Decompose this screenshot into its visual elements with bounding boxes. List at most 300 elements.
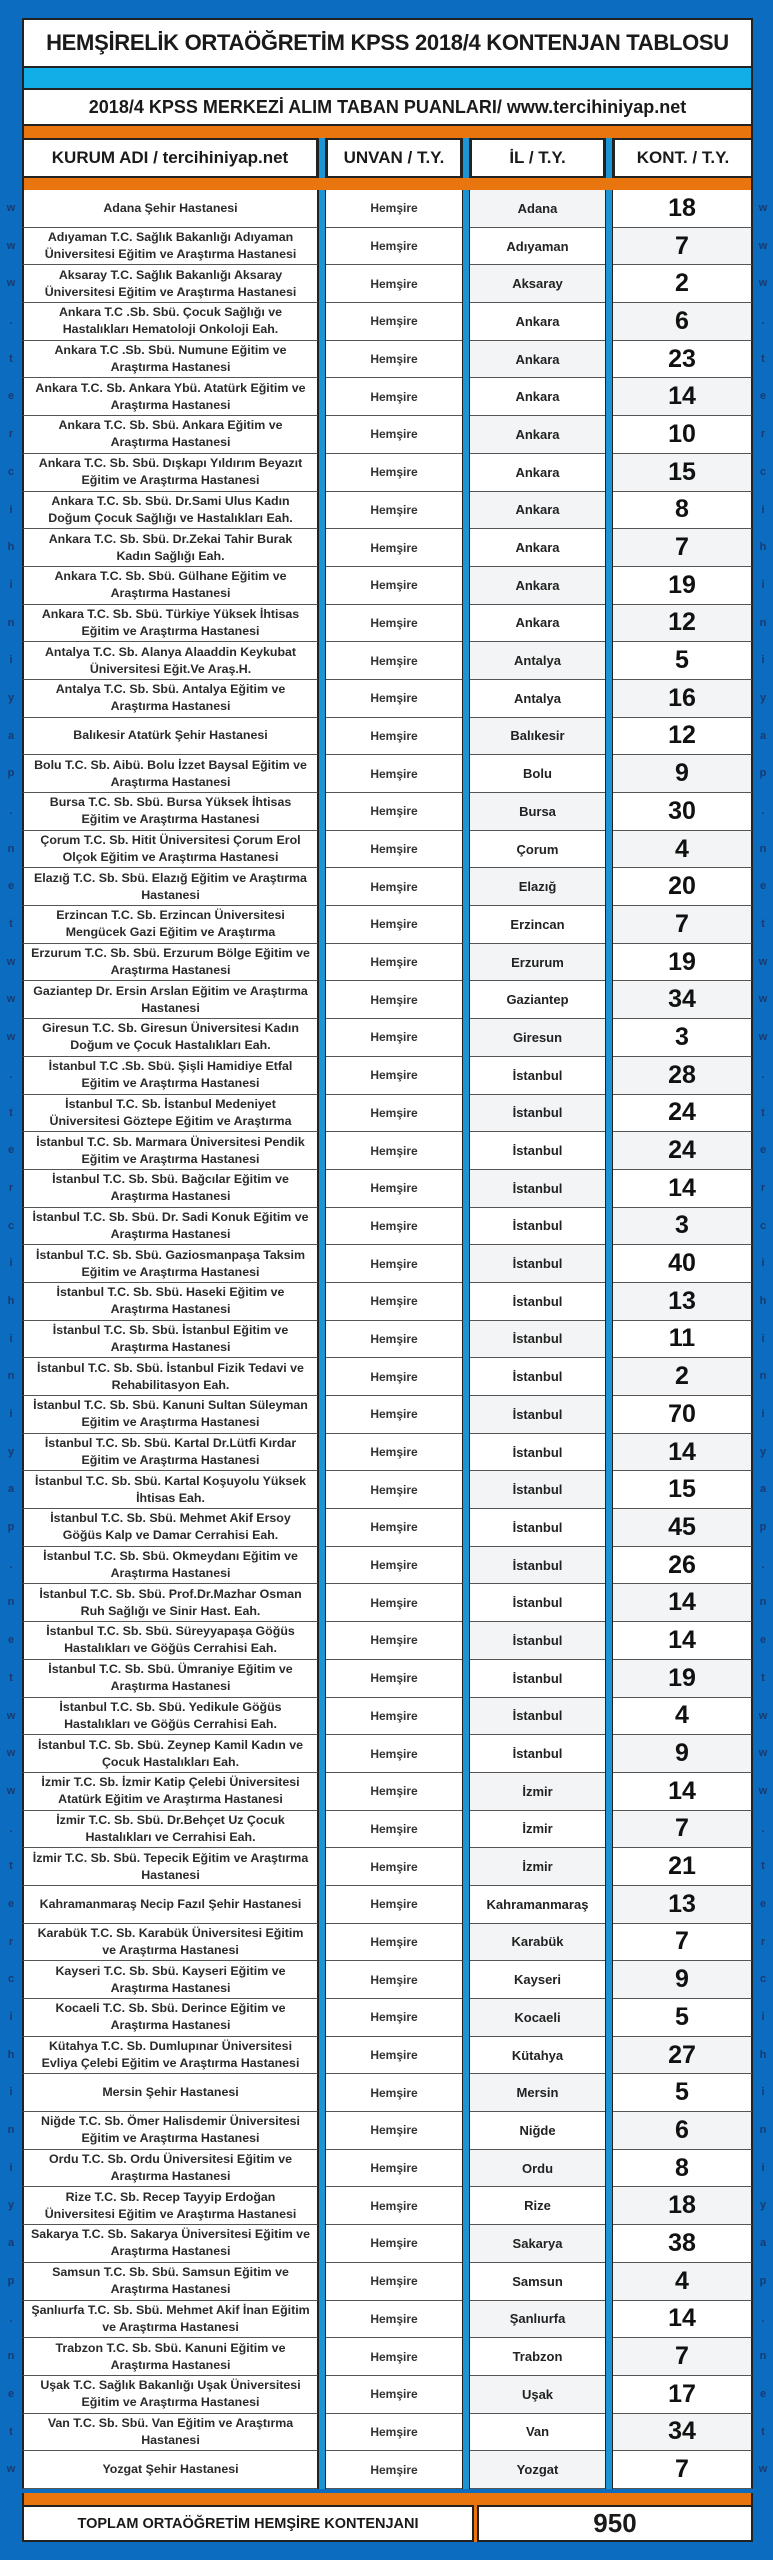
column-separator: [318, 492, 326, 530]
watermark-letter: i: [9, 503, 13, 516]
cell-il: Trabzon: [470, 2338, 605, 2376]
watermark-letter: .: [761, 1068, 765, 1081]
cell-il: Ankara: [470, 605, 605, 643]
cell-unvan: Hemşire: [326, 1735, 462, 1773]
watermark-letter: .: [9, 1068, 13, 1081]
watermark-letter: n: [7, 2124, 15, 2137]
watermark-letter: w: [758, 1747, 768, 1760]
cell-unvan: Hemşire: [326, 190, 462, 228]
column-separator: [605, 718, 613, 756]
watermark-letter: w: [758, 277, 768, 290]
table-row: [22, 2225, 753, 2263]
cell-il: İstanbul: [470, 1095, 605, 1133]
cell-unvan: Hemşire: [326, 2414, 462, 2452]
cell-il: Kütahya: [470, 2037, 605, 2075]
table-row: [22, 2187, 753, 2225]
cell-kurum: Kahramanmaraş Necip Fazıl Şehir Hastanesi: [22, 1886, 318, 1924]
cell-kont: 14: [613, 1584, 753, 1622]
cell-il: Karabük: [470, 1924, 605, 1962]
column-separator: [605, 567, 613, 605]
column-separator: [605, 906, 613, 944]
cell-kurum: Adıyaman T.C. Sağlık Bakanlığı Adıyaman Üniversitesi Eğitim ve Araştırma Hastanesi: [22, 228, 318, 266]
column-separator: [462, 718, 470, 756]
cell-unvan: Hemşire: [326, 1170, 462, 1208]
column-separator: [318, 303, 326, 341]
table-row: [22, 1019, 753, 1057]
cell-unvan: Hemşire: [326, 2338, 462, 2376]
watermark-letter: w: [758, 1031, 768, 1044]
cell-kont: 10: [613, 416, 753, 454]
watermark-letter: w: [758, 955, 768, 968]
column-separator: [605, 793, 613, 831]
cell-il: İzmir: [470, 1811, 605, 1849]
orange-divider: [22, 126, 753, 138]
cell-kont: 34: [613, 2414, 753, 2452]
watermark-letter: n: [7, 842, 15, 855]
column-separator: [318, 906, 326, 944]
watermark-letter: w: [6, 2463, 16, 2476]
column-separator: [462, 1961, 470, 1999]
table-row: [22, 378, 753, 416]
table-row: [22, 1961, 753, 1999]
cell-il: İstanbul: [470, 1471, 605, 1509]
column-separator: [462, 1584, 470, 1622]
column-separator: [318, 2376, 326, 2414]
column-separator: [605, 2338, 613, 2376]
cell-unvan: Hemşire: [326, 1698, 462, 1736]
column-separator: [462, 1019, 470, 1057]
cell-il: Mersin: [470, 2074, 605, 2112]
cell-kont: 24: [613, 1132, 753, 1170]
cell-unvan: Hemşire: [326, 755, 462, 793]
cell-kurum: Yozgat Şehir Hastanesi: [22, 2451, 318, 2489]
column-separator: [318, 1961, 326, 1999]
column-separator: [605, 1886, 613, 1924]
table-row: [22, 944, 753, 982]
column-separator: [605, 1396, 613, 1434]
cell-unvan: Hemşire: [326, 1811, 462, 1849]
cell-kurum: İstanbul T.C. Sb. Sbü. Kartal Dr.Lütfi Kırdar Eğitim ve Araştırma Hastanesi: [22, 1434, 318, 1472]
column-separator: [462, 2225, 470, 2263]
column-separator: [605, 1811, 613, 1849]
column-separator: [462, 1735, 470, 1773]
cell-kont: 9: [613, 1735, 753, 1773]
cell-kurum: Ankara T.C. Sb. Sbü. Dr.Zekai Tahir Burak Kadın Sağlığı Eah.: [22, 529, 318, 567]
table-row: [22, 755, 753, 793]
cell-unvan: Hemşire: [326, 1886, 462, 1924]
cell-kont: 5: [613, 1999, 753, 2037]
watermark-letter: i: [9, 578, 13, 591]
column-separator: [462, 2451, 470, 2489]
cell-kont: 3: [613, 1019, 753, 1057]
cell-unvan: Hemşire: [326, 341, 462, 379]
cell-il: İstanbul: [470, 1509, 605, 1547]
cell-kurum: İstanbul T.C. Sb. Sbü. Yedikule Göğüs Hastalıkları ve Göğüs Cerrahisi Eah.: [22, 1698, 318, 1736]
column-separator: [318, 265, 326, 303]
column-separator: [605, 981, 613, 1019]
column-separator: [318, 831, 326, 869]
column-separator: [318, 529, 326, 567]
cell-kont: 5: [613, 642, 753, 680]
cell-kont: 6: [613, 303, 753, 341]
cell-unvan: Hemşire: [326, 1396, 462, 1434]
cell-il: İstanbul: [470, 1396, 605, 1434]
total-value: 950: [477, 2505, 753, 2542]
cell-il: Ordu: [470, 2150, 605, 2188]
cell-unvan: Hemşire: [326, 944, 462, 982]
cell-il: Sakarya: [470, 2225, 605, 2263]
column-separator: [605, 1999, 613, 2037]
column-separator: [462, 1886, 470, 1924]
cell-unvan: Hemşire: [326, 2451, 462, 2489]
watermark-letter: e: [759, 1144, 767, 1157]
column-separator: [318, 2414, 326, 2452]
cell-il: Niğde: [470, 2112, 605, 2150]
cell-kont: 23: [613, 341, 753, 379]
table-row: [22, 265, 753, 303]
watermark-letter: .: [9, 1822, 13, 1835]
column-separator: [318, 1471, 326, 1509]
watermark-letter: a: [7, 2237, 15, 2250]
watermark-letter: r: [8, 428, 14, 441]
cell-kont: 5: [613, 2074, 753, 2112]
column-separator: [462, 1622, 470, 1660]
column-separator: [605, 2150, 613, 2188]
watermark-letter: w: [758, 1784, 768, 1797]
watermark-letter: .: [761, 1558, 765, 1571]
cell-kont: 7: [613, 906, 753, 944]
cell-il: Samsun: [470, 2263, 605, 2301]
cell-kurum: İzmir T.C. Sb. Sbü. Tepecik Eğitim ve Araştırma Hastanesi: [22, 1848, 318, 1886]
table-row: [22, 2338, 753, 2376]
cell-il: Gaziantep: [470, 981, 605, 1019]
table-row: [22, 1924, 753, 1962]
watermark-letter: w: [6, 1709, 16, 1722]
cell-kont: 18: [613, 2187, 753, 2225]
cell-unvan: Hemşire: [326, 1434, 462, 1472]
cell-kurum: Rize T.C. Sb. Recep Tayyip Erdoğan Üniversitesi Eğitim ve Araştırma Hastanesi: [22, 2187, 318, 2225]
column-separator: [318, 1811, 326, 1849]
watermark-letter: t: [761, 1671, 765, 1684]
cell-unvan: Hemşire: [326, 1547, 462, 1585]
cell-kont: 30: [613, 793, 753, 831]
column-separator: [462, 1358, 470, 1396]
watermark-letter: i: [9, 1257, 13, 1270]
column-separator: [462, 981, 470, 1019]
watermark-letter: a: [759, 2237, 767, 2250]
column-separator: [318, 2451, 326, 2489]
column-separator: [462, 2112, 470, 2150]
cell-kurum: Niğde T.C. Sb. Ömer Halisdemir Üniversitesi Eğitim ve Araştırma Hastanesi: [22, 2112, 318, 2150]
cell-kont: 15: [613, 1471, 753, 1509]
column-separator: [318, 1698, 326, 1736]
column-separator: [605, 1622, 613, 1660]
column-separator: [318, 981, 326, 1019]
column-separator: [318, 1396, 326, 1434]
cell-unvan: Hemşire: [326, 378, 462, 416]
cell-kont: 14: [613, 1773, 753, 1811]
watermark-letter: a: [759, 729, 767, 742]
cell-kont: 17: [613, 2376, 753, 2414]
cell-il: Giresun: [470, 1019, 605, 1057]
column-separator: [462, 605, 470, 643]
column-separator: [462, 680, 470, 718]
cell-kont: 14: [613, 1170, 753, 1208]
watermark-letter: r: [760, 1181, 766, 1194]
watermark-letter: i: [9, 2161, 13, 2174]
cell-unvan: Hemşire: [326, 1471, 462, 1509]
cell-unvan: Hemşire: [326, 529, 462, 567]
column-separator: [462, 868, 470, 906]
table-row: [22, 793, 753, 831]
cell-kurum: Trabzon T.C. Sb. Sbü. Kanuni Eğitim ve Araştırma Hastanesi: [22, 2338, 318, 2376]
cell-kurum: Giresun T.C. Sb. Giresun Üniversitesi Kadın Doğum ve Çocuk Hastalıkları Eah.: [22, 1019, 318, 1057]
cell-kont: 3: [613, 1208, 753, 1246]
table-row: [22, 492, 753, 530]
table-row: [22, 1283, 753, 1321]
header-kont: KONT. / T.Y.: [613, 138, 753, 178]
watermark-letter: n: [759, 1370, 767, 1383]
cell-kurum: Balıkesir Atatürk Şehir Hastanesi: [22, 718, 318, 756]
watermark-letter: c: [7, 1973, 15, 1986]
cell-kont: 45: [613, 1509, 753, 1547]
cell-unvan: Hemşire: [326, 567, 462, 605]
column-separator: [318, 2187, 326, 2225]
cell-unvan: Hemşire: [326, 1095, 462, 1133]
cell-kurum: İstanbul T.C. Sb. Sbü. Gaziosmanpaşa Taksim Eğitim ve Araştırma Hastanesi: [22, 1245, 318, 1283]
column-separator: [462, 1283, 470, 1321]
watermark-letter: c: [759, 465, 767, 478]
watermark-letter: n: [7, 1370, 15, 1383]
cell-kont: 8: [613, 492, 753, 530]
column-separator: [318, 2150, 326, 2188]
column-separator: [462, 529, 470, 567]
orange-divider: [22, 2493, 753, 2505]
cell-kurum: İstanbul T.C. Sb. Sbü. Okmeydanı Eğitim ve Araştırma Hastanesi: [22, 1547, 318, 1585]
watermark-letter: y: [759, 2199, 767, 2212]
column-separator: [462, 1245, 470, 1283]
column-separator: [605, 1471, 613, 1509]
column-separator: [318, 1321, 326, 1359]
watermark-letter: t: [9, 2425, 13, 2438]
table-row: [22, 1208, 753, 1246]
watermark-letter: e: [7, 2387, 15, 2400]
column-separator: [605, 492, 613, 530]
column-separator: [318, 868, 326, 906]
column-separator: [462, 190, 470, 228]
cell-kont: 19: [613, 944, 753, 982]
total-label: TOPLAM ORTAÖĞRETİM HEMŞİRE KONTENJANI: [22, 2505, 474, 2542]
column-separator: [462, 906, 470, 944]
column-separator: [462, 265, 470, 303]
column-separator: [318, 1434, 326, 1472]
column-separator: [605, 1698, 613, 1736]
watermark-letter: t: [761, 2425, 765, 2438]
column-separator: [318, 1735, 326, 1773]
table-row: [22, 1245, 753, 1283]
cell-il: Erzurum: [470, 944, 605, 982]
cell-il: Adana: [470, 190, 605, 228]
column-separator: [318, 605, 326, 643]
cell-kurum: Ankara T.C. Sb. Ankara Ybü. Atatürk Eğitim ve Araştırma Hastanesi: [22, 378, 318, 416]
column-separator: [605, 1095, 613, 1133]
column-separator: [462, 2263, 470, 2301]
table-body: [22, 190, 753, 2489]
column-separator: [605, 2301, 613, 2339]
cell-unvan: Hemşire: [326, 1660, 462, 1698]
watermark-letter: n: [759, 842, 767, 855]
cell-unvan: Hemşire: [326, 2187, 462, 2225]
cell-kont: 13: [613, 1283, 753, 1321]
cell-kurum: İstanbul T.C. Sb. Sbü. Ümraniye Eğitim ve Araştırma Hastanesi: [22, 1660, 318, 1698]
table-row: [22, 1698, 753, 1736]
watermark-letter: i: [9, 2011, 13, 2023]
cell-il: İstanbul: [470, 1245, 605, 1283]
table-row: [22, 1170, 753, 1208]
column-separator: [318, 1283, 326, 1321]
column-separator: [462, 1999, 470, 2037]
column-separator: [605, 1660, 613, 1698]
column-separator: [318, 1358, 326, 1396]
column-separator: [462, 1924, 470, 1962]
watermark-letter: e: [759, 1634, 767, 1647]
table-row: [22, 190, 753, 228]
cell-unvan: Hemşire: [326, 1848, 462, 1886]
cell-il: Şanlıurfa: [470, 2301, 605, 2339]
watermark-letter: n: [759, 1596, 767, 1609]
header-kurum: KURUM ADI / tercihiniyap.net: [22, 138, 318, 178]
cell-unvan: Hemşire: [326, 831, 462, 869]
column-separator: [462, 1509, 470, 1547]
cell-unvan: Hemşire: [326, 2225, 462, 2263]
cell-unvan: Hemşire: [326, 1584, 462, 1622]
cell-kurum: Samsun T.C. Sb. Sbü. Samsun Eğitim ve Araştırma Hastanesi: [22, 2263, 318, 2301]
cell-kont: 4: [613, 1698, 753, 1736]
column-separator: [605, 529, 613, 567]
column-separator: [605, 944, 613, 982]
watermark-letter: a: [759, 1483, 767, 1496]
cell-kont: 15: [613, 454, 753, 492]
cell-kont: 20: [613, 868, 753, 906]
watermark-letter: .: [9, 805, 13, 817]
column-separator: [462, 341, 470, 379]
column-separator: [318, 1773, 326, 1811]
cell-kont: 7: [613, 1811, 753, 1849]
watermark-letter: c: [7, 465, 15, 478]
cell-unvan: Hemşire: [326, 605, 462, 643]
watermark-letter: t: [761, 918, 765, 931]
cell-il: İstanbul: [470, 1057, 605, 1095]
column-separator: [605, 605, 613, 643]
cell-il: Yozgat: [470, 2451, 605, 2489]
cell-kurum: Karabük T.C. Sb. Karabük Üniversitesi Eğitim ve Araştırma Hastanesi: [22, 1924, 318, 1962]
column-separator: [462, 567, 470, 605]
cell-kurum: Aksaray T.C. Sağlık Bakanlığı Aksaray Üniversitesi Eğitim ve Araştırma Hastanesi: [22, 265, 318, 303]
column-separator: [605, 190, 613, 228]
cell-kont: 16: [613, 680, 753, 718]
cell-kont: 28: [613, 1057, 753, 1095]
column-separator: [462, 1057, 470, 1095]
table-row: [22, 2414, 753, 2452]
cell-kont: 7: [613, 1924, 753, 1962]
column-separator: [605, 1057, 613, 1095]
cell-il: İzmir: [470, 1773, 605, 1811]
cell-il: İstanbul: [470, 1208, 605, 1246]
cell-kont: 14: [613, 1622, 753, 1660]
table-row: [22, 1095, 753, 1133]
watermark-letter: n: [7, 1596, 15, 1609]
watermark-letter: a: [7, 729, 15, 742]
column-separator: [605, 1547, 613, 1585]
cell-il: İstanbul: [470, 1622, 605, 1660]
table-row: [22, 680, 753, 718]
table-row: [22, 228, 753, 266]
watermark-letter: i: [761, 2086, 765, 2099]
cell-kurum: Uşak T.C. Sağlık Bakanlığı Uşak Üniversitesi Eğitim ve Araştırma Hastanesi: [22, 2376, 318, 2414]
watermark-letter: w: [6, 1747, 16, 1760]
table-row: [22, 303, 753, 341]
cell-kurum: Ankara T.C. Sb. Sbü. Dr.Sami Ulus Kadın Doğum Çocuk Sağlığı ve Hastalıkları Eah.: [22, 492, 318, 530]
cell-kurum: İstanbul T.C. Sb. Sbü. Prof.Dr.Mazhar Osman Ruh Sağlığı ve Sinir Hast. Eah.: [22, 1584, 318, 1622]
cell-kurum: İstanbul T.C. Sb. Sbü. Süreyyapaşa Göğüs Hastalıkları ve Göğüs Cerrahisi Eah.: [22, 1622, 318, 1660]
cell-kurum: Ankara T.C. Sb. Sbü. Gülhane Eğitim ve Araştırma Hastanesi: [22, 567, 318, 605]
cell-il: Bolu: [470, 755, 605, 793]
column-separator: [605, 2376, 613, 2414]
cell-il: İstanbul: [470, 1321, 605, 1359]
cell-kont: 18: [613, 190, 753, 228]
page-title: HEMŞİRELİK ORTAÖĞRETİM KPSS 2018/4 KONTENJAN TABLOSU: [22, 18, 753, 68]
cell-unvan: Hemşire: [326, 492, 462, 530]
column-separator: [318, 1019, 326, 1057]
watermark-letter: .: [761, 805, 765, 817]
column-separator: [318, 190, 326, 228]
cell-unvan: Hemşire: [326, 416, 462, 454]
watermark-letter: h: [7, 1294, 15, 1307]
cell-unvan: Hemşire: [326, 680, 462, 718]
cell-kont: 26: [613, 1547, 753, 1585]
cell-kurum: Antalya T.C. Sb. Sbü. Antalya Eğitim ve Araştırma Hastanesi: [22, 680, 318, 718]
table-row: [22, 906, 753, 944]
column-separator: [605, 341, 613, 379]
table-row: [22, 1886, 753, 1924]
cell-il: Kahramanmaraş: [470, 1886, 605, 1924]
watermark-letter: i: [9, 1332, 13, 1345]
cell-kont: 14: [613, 1434, 753, 1472]
column-separator: [318, 2225, 326, 2263]
cell-kurum: Ankara T.C. Sb. Sbü. Ankara Eğitim ve Araştırma Hastanesi: [22, 416, 318, 454]
cell-unvan: Hemşire: [326, 1622, 462, 1660]
cell-unvan: Hemşire: [326, 1245, 462, 1283]
column-separator: [605, 642, 613, 680]
column-separator: [462, 2338, 470, 2376]
table-row: [22, 1735, 753, 1773]
cell-kurum: Ordu T.C. Sb. Ordu Üniversitesi Eğitim ve Araştırma Hastanesi: [22, 2150, 318, 2188]
cell-unvan: Hemşire: [326, 2150, 462, 2188]
column-separator: [462, 1321, 470, 1359]
watermark-letter: c: [7, 1219, 15, 1232]
column-separator: [462, 642, 470, 680]
cell-kurum: Mersin Şehir Hastanesi: [22, 2074, 318, 2112]
table-row: [22, 1999, 753, 2037]
cell-kurum: İstanbul T.C. Sb. Sbü. Bağcılar Eğitim ve Araştırma Hastanesi: [22, 1170, 318, 1208]
column-separator: [605, 265, 613, 303]
column-separator: [462, 454, 470, 492]
cell-kurum: İstanbul T.C .Sb. Sbü. Şişli Hamidiye Etfal Eğitim ve Araştırma Hastanesi: [22, 1057, 318, 1095]
column-separator: [462, 831, 470, 869]
column-separator: [318, 1057, 326, 1095]
cell-il: İzmir: [470, 1848, 605, 1886]
table-row: [22, 2112, 753, 2150]
